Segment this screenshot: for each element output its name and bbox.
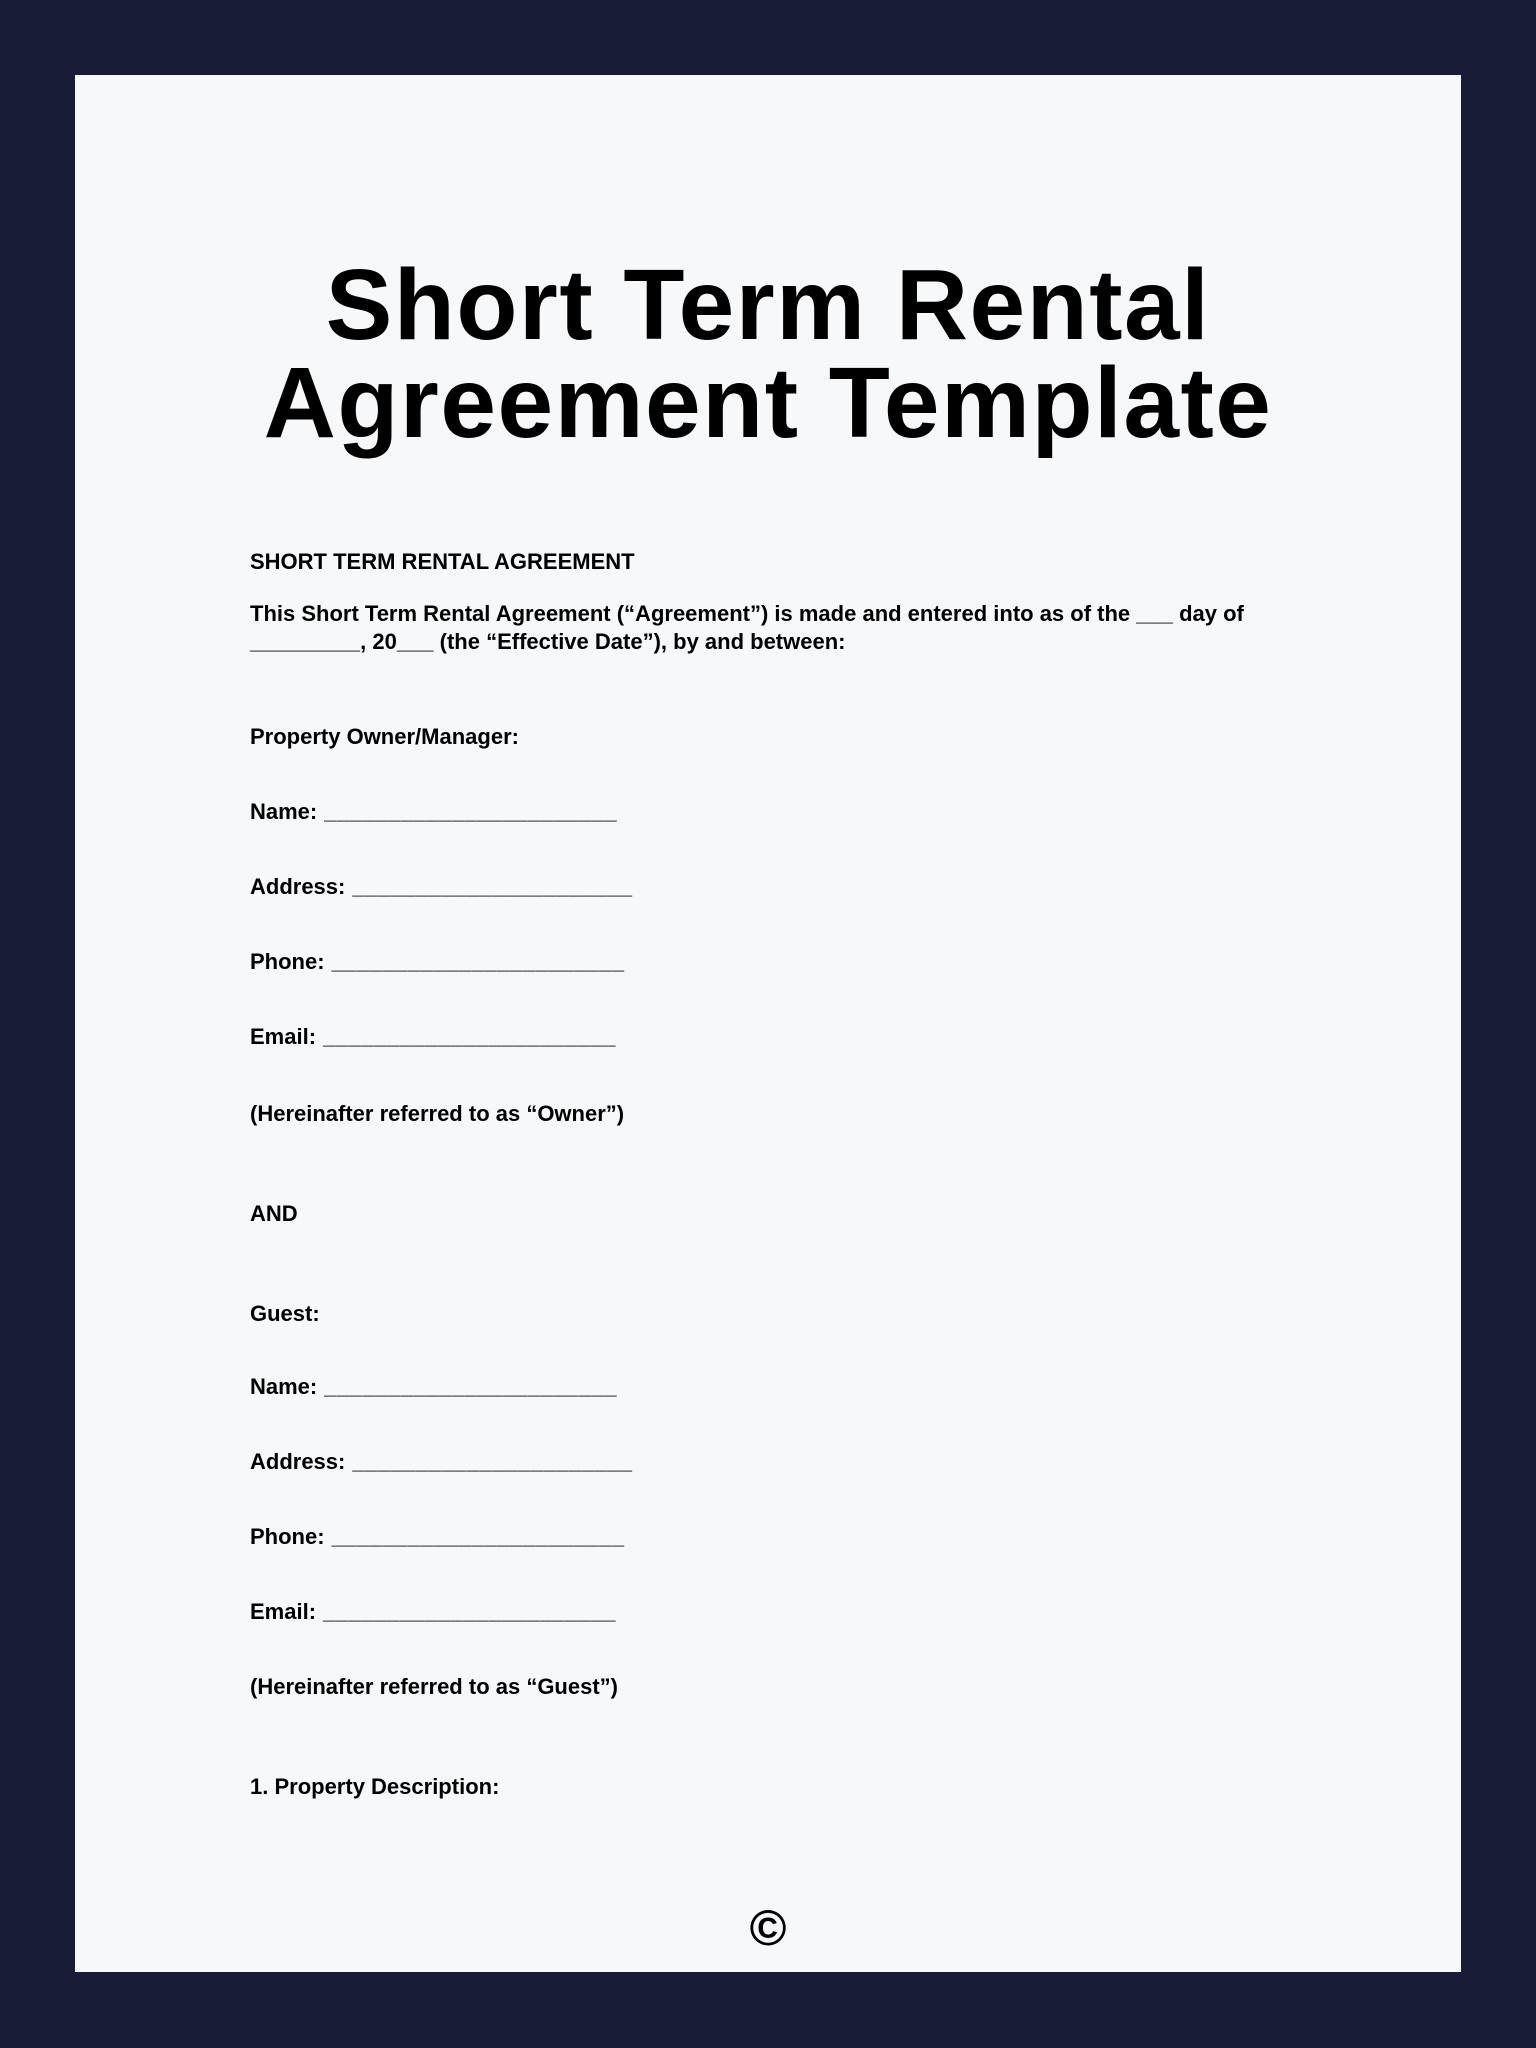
guest-name-row [250,1373,1286,1401]
owner-name-label: Name: [250,799,318,824]
owner-email-row [250,1023,1286,1051]
owner-phone-label: Phone: [250,949,325,974]
and-separator: AND [250,1201,298,1226]
guest-address-row [250,1448,1286,1476]
guest-phone-row [250,1523,1286,1551]
guest-phone-label: Phone: [250,1524,325,1549]
document-title-line-1: Short Term Rental [325,249,1211,361]
guest-address-label: Address: [250,1449,346,1474]
guest-email-blank: _______________________ [323,1599,616,1624]
owner-hereinafter-note: (Hereinafter referred to as “Owner”) [250,1101,625,1126]
intro-line-1: This Short Term Rental Agreement (“Agreement”) is made and entered into as of the ___ day of [250,601,1244,626]
intro-paragraph [250,600,1286,656]
owner-name-row [250,798,1286,826]
owner-name-blank: _______________________ [324,799,618,824]
guest-email-label: Email: [250,1599,317,1624]
owner-email-label: Email: [250,1024,317,1049]
owner-address-blank: ______________________ [352,874,633,899]
agreement-heading: SHORT TERM RENTAL AGREEMENT [250,549,635,574]
section-1-heading: 1. Property Description: [250,1774,500,1799]
guest-section-heading: Guest: [250,1301,320,1326]
copyright-icon: © [749,1900,787,1956]
owner-phone-blank: _______________________ [331,949,625,974]
document-page [75,75,1461,1972]
guest-address-blank: ______________________ [352,1449,633,1474]
owner-address-label: Address: [250,874,346,899]
owner-section-heading: Property Owner/Manager: [250,724,519,749]
guest-name-blank: _______________________ [324,1374,618,1399]
owner-email-blank: _______________________ [323,1024,616,1049]
guest-phone-blank: _______________________ [331,1524,625,1549]
owner-address-row [250,873,1286,901]
guest-hereinafter-note: (Hereinafter referred to as “Guest”) [250,1674,618,1699]
document-title-line-2: Agreement Template [263,347,1273,459]
guest-email-row [250,1598,1286,1626]
document-content [75,75,1461,1801]
guest-name-label: Name: [250,1374,318,1399]
owner-phone-row [250,948,1286,976]
intro-line-2: _________, 20___ (the “Effective Date”), by and between: [250,629,846,654]
document-title [250,249,1286,459]
